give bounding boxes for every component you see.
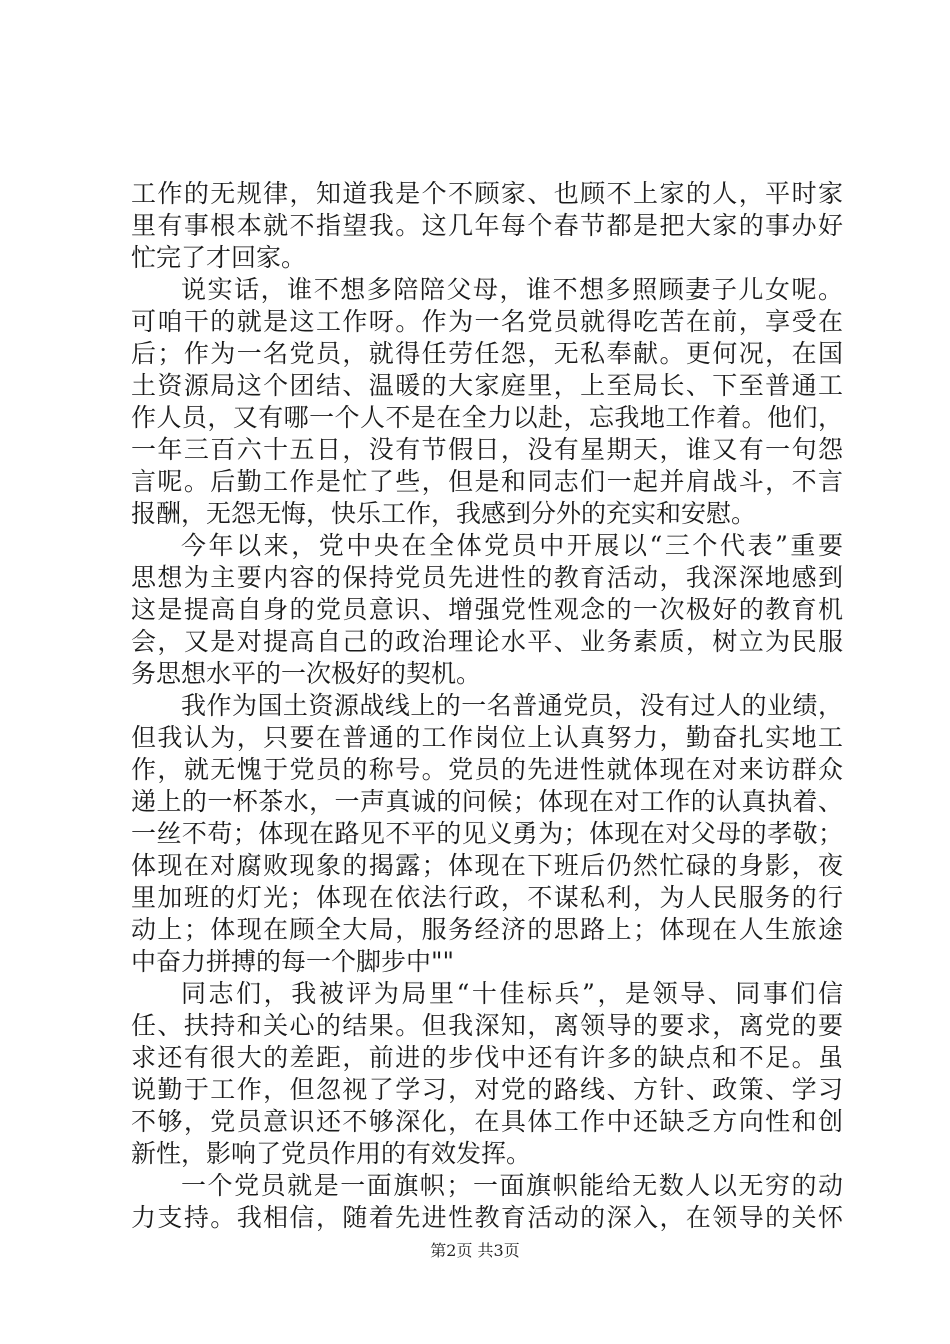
text-line: 报酬，无怨无悔，快乐工作，我感到分外的充实和安慰。 — [131, 499, 757, 528]
text-line: 体现在对腐败现象的揭露；体现在下班后仍然忙碌的身影，夜 — [131, 851, 843, 880]
document-body — [131, 178, 843, 1234]
text-line: 里加班的灯光；体现在依法行政，不谋私利，为人民服务的行 — [131, 883, 843, 912]
text-line: 务思想水平的一次极好的契机。 — [131, 659, 482, 688]
text-line: 任、扶持和关心的结果。但我深知，离领导的要求，离党的要 — [131, 1011, 843, 1040]
text-line: 土资源局这个团结、温暖的大家庭里，上至局长、下至普通工 — [131, 371, 843, 400]
text-line: 动上；体现在顾全大局，服务经济的思路上；体现在人生旅途 — [131, 915, 843, 944]
text-line: 这是提高自身的党员意识、增强党性观念的一次极好的教育机 — [131, 595, 843, 624]
text-line: 工作的无规律，知道我是个不顾家、也顾不上家的人，平时家 — [131, 179, 843, 208]
text-line: 说实话，谁不想多陪陪父母，谁不想多照顾妻子儿女呢。 — [181, 275, 843, 304]
text-line: 中奋力拼搏的每一个脚步中"" — [131, 947, 454, 976]
text-line: 求还有很大的差距，前进的步伐中还有许多的缺点和不足。虽 — [131, 1043, 843, 1072]
text-line: 作人员，又有哪一个人不是在全力以赴，忘我地工作着。他们， — [131, 403, 843, 432]
text-line: 我作为国土资源战线上的一名普通党员，没有过人的业绩， — [181, 691, 843, 720]
text-line: 可咱干的就是这工作呀。作为一名党员就得吃苦在前，享受在 — [131, 307, 843, 336]
text-line: 新性，影响了党员作用的有效发挥。 — [131, 1139, 532, 1168]
text-line: 言呢。后勤工作是忙了些，但是和同志们一起并肩战斗，不言 — [131, 467, 843, 496]
text-line: 里有事根本就不指望我。这几年每个春节都是把大家的事办好 — [131, 211, 843, 240]
text-line: 作，就无愧于党员的称号。党员的先进性就体现在对来访群众 — [131, 755, 843, 784]
page-footer: 第2页 共3页 — [430, 1241, 520, 1260]
text-line: 今年以来，党中央在全体党员中开展以“三个代表”重要 — [181, 531, 843, 560]
text-line: 力支持。我相信，随着先进性教育活动的深入，在领导的关怀 — [131, 1203, 843, 1232]
text-line: 同志们，我被评为局里“十佳标兵”，是领导、同事们信 — [181, 979, 843, 1008]
text-line: 递上的一杯茶水，一声真诚的问候；体现在对工作的认真执着、 — [131, 787, 843, 816]
text-line: 不够，党员意识还不够深化，在具体工作中还缺乏方向性和创 — [131, 1107, 843, 1136]
text-line: 后；作为一名党员，就得任劳任怨，无私奉献。更何况，在国 — [131, 339, 843, 368]
text-line: 但我认为，只要在普通的工作岗位上认真努力，勤奋扎实地工 — [131, 723, 843, 752]
text-line: 忙完了才回家。 — [131, 243, 307, 272]
text-line: 说勤于工作，但忽视了学习，对党的路线、方针、政策、学习 — [131, 1075, 843, 1104]
text-line: 一年三百六十五日，没有节假日，没有星期天，谁又有一句怨 — [131, 435, 843, 464]
text-line: 一丝不苟；体现在路见不平的见义勇为；体现在对父母的孝敬； — [131, 819, 843, 848]
text-line: 一个党员就是一面旗帜；一面旗帜能给无数人以无穷的动 — [181, 1171, 843, 1200]
text-line: 思想为主要内容的保持党员先进性的教育活动，我深深地感到 — [131, 563, 843, 592]
text-line: 会，又是对提高自己的政治理论水平、业务素质，树立为民服 — [131, 627, 843, 656]
